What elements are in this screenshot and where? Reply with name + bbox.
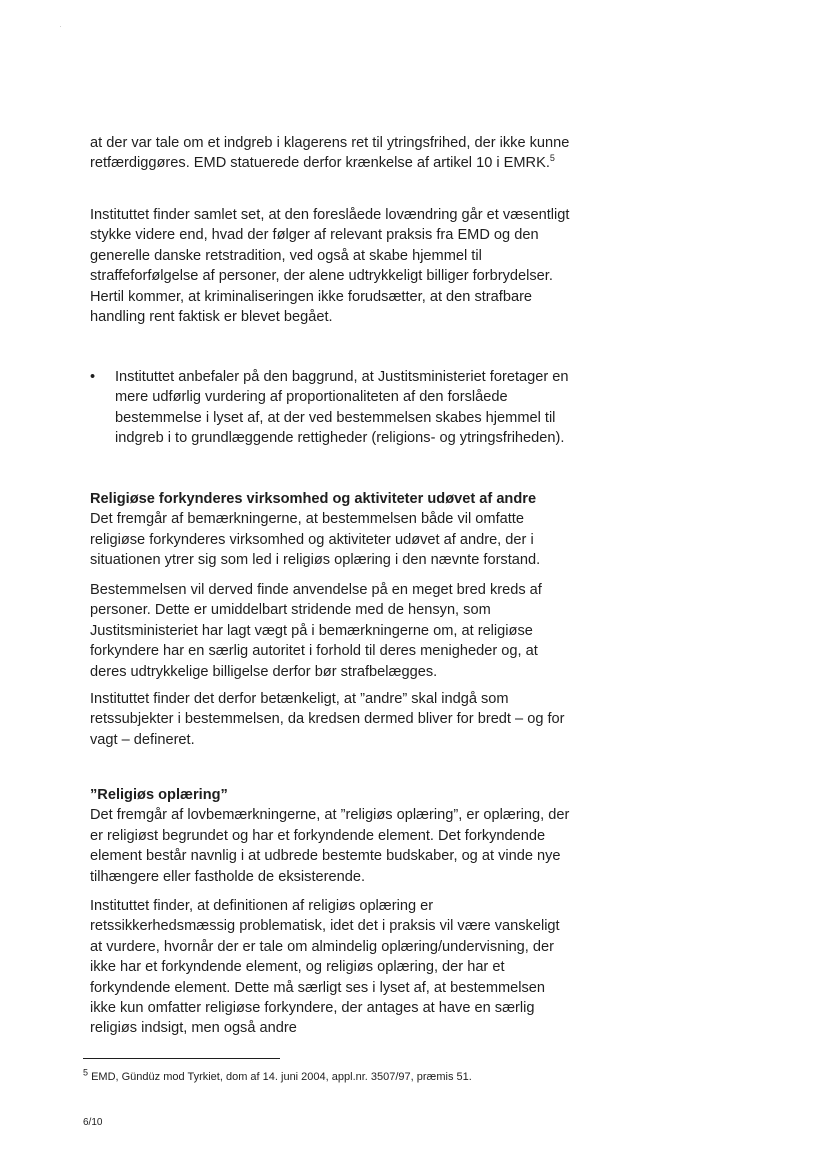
page-number: 6/10: [83, 1117, 103, 1128]
section-oplaering: [90, 785, 574, 887]
recommendation-text: Instituttet anbefaler på den baggrund, at Justitsministeriet foretager en mere udførlig vurdering af proportionaliteten af den forslåede bestemmelse i lyset af, at der ved bestemmelsen skabes hjemmel til indgreb i to grundlæggende rettigheder (religions- og ytringsfriheden).: [115, 369, 569, 447]
section-andre-heading: Religiøse forkynderes virksomhed og aktiviteter udøvet af andre: [90, 491, 537, 507]
bullet-icon: •: [90, 369, 96, 385]
institute-assessment-paragraph: [90, 205, 574, 327]
section-andre: [90, 489, 574, 571]
section-andre-paragraph-3: Instituttet finder det derfor betænkeligt, at ”andre” skal indgå som retssubjekter i bestemmelsen, da kredsen dermed bliver for bredt – og for vagt – defineret.: [90, 691, 565, 748]
section-andre-paragraph-2-wrap: [90, 580, 574, 682]
section-andre-paragraph-3-wrap: [90, 689, 574, 750]
scan-speck: [60, 26, 61, 27]
institute-assessment-text: Instituttet finder samlet set, at den foreslåede lovændring går et væsentligt stykke videre end, hvad der følger af relevant praksis fra EMD og den generelle danske retstradition, ved også at skabe hjemmel til straffeforfølgelse af personer, der alene udtrykkeligt billiger forbrydelser. Hertil kommer, at kriminaliseringen ikke forudsætter, at den strafbare handling rent faktisk er blevet begået.: [90, 207, 570, 326]
section-andre-paragraph-2: Bestemmelsen vil derved finde anvendelse på en meget bred kreds af personer. Dette er umiddelbart stridende med de hensyn, som Justitsministeriet har lagt vægt på i bemærkningerne om, at religiøse forkyndere har en særlig autoritet i forhold til deres menigheder og, at deres udtrykkelige billigelse derfor bør strafbelægges.: [90, 582, 542, 680]
section-oplaering-heading: ”Religiøs oplæring”: [90, 787, 228, 803]
footnote-separator: [83, 1058, 280, 1059]
footnote-text: EMD, Gündüz mod Tyrkiet, dom af 14. juni 2004, appl.nr. 3507/97, præmis 51.: [88, 1071, 472, 1083]
intro-paragraph: [90, 133, 574, 174]
section-oplaering-paragraph-2: Instituttet finder, at definitionen af religiøs oplæring er retssikkerhedsmæssig problematisk, idet det i praksis vil være vanskeligt at vurdere, hvornår der er tale om almindelig oplæring/undervisning, der ikke har et forkyndende element, og religiøs oplæring, der har et forkyndende element. Dette må særligt ses i lyset af, at bestemmelsen ikke kun omfatter religiøse forkyndere, der antages at have en særlig religiøs indsigt, men også andre: [90, 898, 560, 1037]
intro-text: at der var tale om et indgreb i klagerens ret til ytringsfrihed, der ikke kunne retfærdiggøres. EMD statuerede derfor krænkelse af artikel 10 i EMRK.: [90, 135, 570, 172]
section-andre-paragraph-1: Det fremgår af bemærkningerne, at bestemmelsen både vil omfatte religiøse forkynderes virksomhed og aktiviteter udøvet af andre, der i situationen ytrer sig som led i religiøs oplæring i den nævnte forstand.: [90, 511, 541, 569]
section-oplaering-paragraph-1: Det fremgår af lovbemærkningerne, at ”religiøs oplæring”, er oplæring, der er religiøst begrundet og har et forkyndende element. Det forkyndende element består navnlig i at udbrede bestemte budskaber, og at vinde nye tilhængere eller fastholde de eksisterende.: [90, 807, 570, 885]
footnote-marker: 5: [83, 1067, 89, 1078]
footnote: [83, 1067, 643, 1084]
section-oplaering-paragraph-2-wrap: [90, 896, 574, 1039]
recommendation-bullet: [90, 367, 574, 449]
footnote-reference: 5: [549, 153, 555, 164]
